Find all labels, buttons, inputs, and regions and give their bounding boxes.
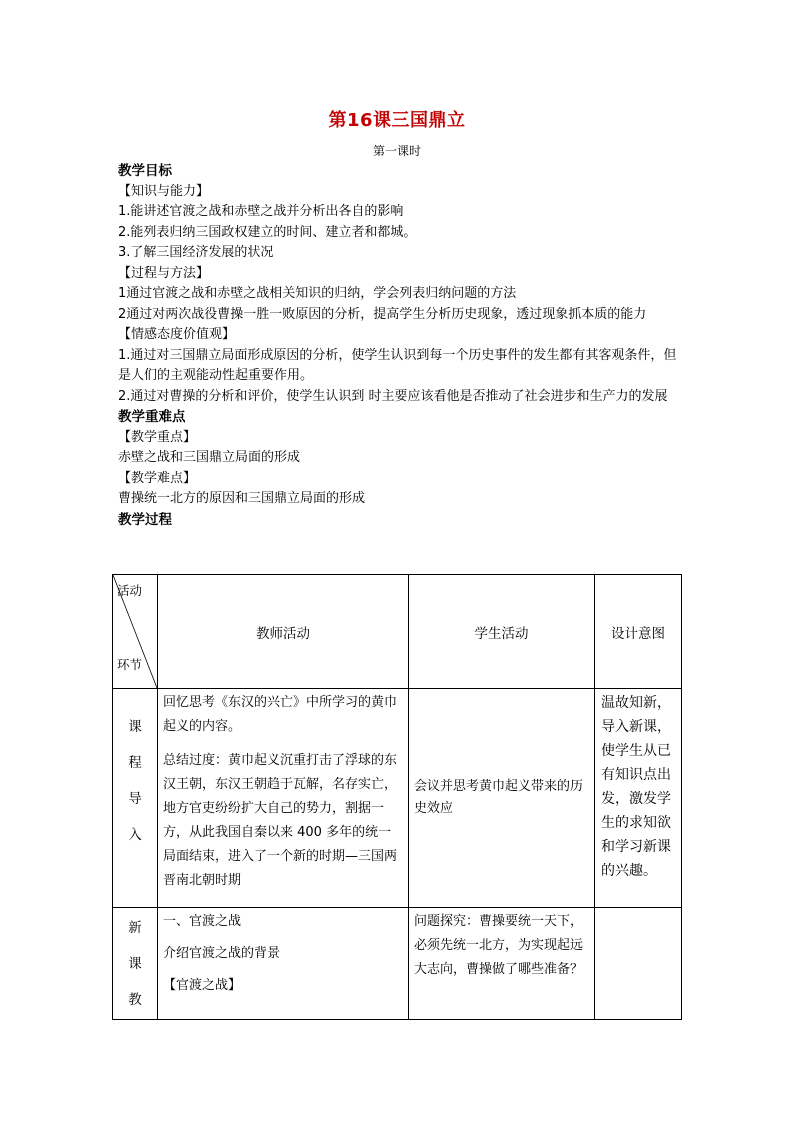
objectives-heading: 教学目标 (118, 163, 172, 179)
knowledge-item: 2.能列表归纳三国政权建立的时间、建立者和都城。 (118, 224, 417, 240)
teacher-paragraph: 回忆思考《东汉的兴亡》中所学习的黄巾起义的内容。 (163, 695, 398, 734)
emotion-item: 2.通过对曹操的分析和评价，使学生认识到 时主要应该看他是否推动了社会进步和生产力的发展 (118, 388, 668, 404)
emotion-item: 1.通过对三国鼎立局面形成原因的分析，使学生认识到每一个历史事件的发生都有其客观条件，但是人们的主观能动性起重要作用。 (118, 347, 677, 383)
process-item: 2通过对两次战役曹操一胜一败原因的分析，提高学生分析历史现象，透过现象抓本质的能力 (118, 306, 647, 322)
knowledge-item: 3.了解三国经济发展的状况 (118, 245, 274, 260)
emotion-heading: 【情感态度价值观】 (118, 327, 236, 342)
col-header-teacher: 教师活动 (158, 575, 409, 689)
teacher-activity-cell (158, 689, 409, 908)
lesson-plan-body (118, 161, 680, 530)
key-points-heading: 教学重难点 (118, 409, 186, 425)
teacher-paragraph: 介绍官渡之战的背景 (163, 946, 281, 961)
teacher-paragraph: 总结过度：黄巾起义沉重打击了浮球的东汉王朝，东汉王朝趋于瓦解，名存实亡，地方官吏纷纷扩大自己的势力，割据一方，从此我国自秦以来 400 多年的统一局面结束，进入了一个新的时期—三国两晋南北朝时期 (163, 753, 398, 888)
process-heading: 【过程与方法】 (118, 265, 210, 281)
student-activity-cell: 会议并思考黄巾起义带来的历史效应 (409, 689, 595, 908)
col-header-intent: 设计意图 (595, 575, 682, 689)
knowledge-item: 1.能讲述官渡之战和赤壁之战并分析出各自的影响 (118, 204, 404, 219)
table-row (113, 689, 682, 908)
section-char: 导 (128, 791, 142, 807)
section-char: 入 (128, 827, 142, 843)
table-row (113, 908, 682, 1020)
difficulty-heading: 【教学难点】 (118, 470, 197, 486)
table-header-row (113, 575, 682, 689)
section-char: 教 (128, 992, 142, 1008)
teacher-paragraph: 一、官渡之战 (163, 914, 242, 929)
design-intent-cell: 温故知新，导入新课，使学生从已有知识点出发，激发学生的求知欲和学习新课的兴趣。 (595, 689, 682, 908)
process-section-heading: 教学过程 (118, 511, 172, 528)
section-label-intro (113, 689, 158, 908)
teaching-process-table (112, 574, 682, 1020)
difficulty-text: 曹操统一北方的原因和三国鼎立局面的形成 (118, 491, 366, 506)
teacher-paragraph: 【官渡之战】 (163, 978, 242, 993)
page-subtitle: 第一课时 (372, 144, 421, 158)
process-item: 1通过官渡之战和赤壁之战相关知识的归纳，学会列表归纳问题的方法 (118, 286, 517, 301)
knowledge-heading: 【知识与能力】 (118, 183, 210, 199)
diag-label-activity: 活动 (117, 583, 143, 598)
teacher-activity-cell (158, 908, 409, 1020)
col-header-student: 学生活动 (409, 575, 595, 689)
section-char: 新 (128, 920, 142, 936)
diagonal-header-cell (113, 575, 158, 689)
section-char: 课 (128, 719, 142, 735)
focus-heading: 【教学重点】 (118, 429, 197, 445)
focus-text: 赤壁之战和三国鼎立局面的形成 (118, 450, 301, 465)
section-label-new-lesson (113, 908, 158, 1020)
design-intent-cell (595, 908, 682, 1020)
section-char: 程 (128, 755, 142, 771)
diag-label-stage: 环节 (117, 657, 143, 672)
page-title: 第16课三国鼎立 (328, 110, 466, 131)
student-activity-cell: 问题探究：曹操要统一天下，必须先统一北方，为实现起远大志向，曹操做了哪些准备？ (409, 908, 595, 1020)
section-char: 课 (128, 956, 142, 972)
